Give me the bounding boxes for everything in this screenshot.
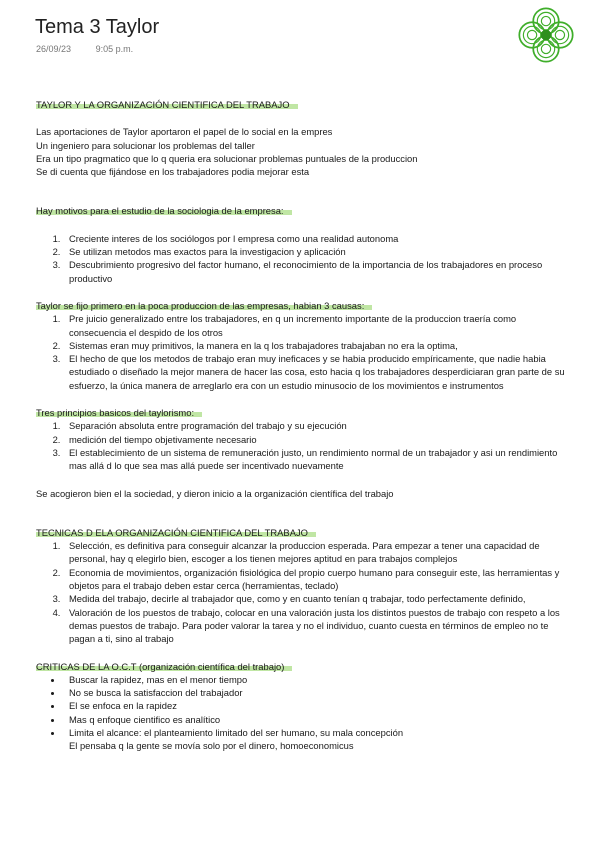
page-time: 9:05 p.m. <box>95 44 134 54</box>
principios-list <box>36 419 576 472</box>
list-item: 3. El hecho de que los metodos de trabajo eran muy ineficaces y se habia producido empíricamente, que nadie habia estudiado o diseñado la mejor manera de hacer las cosa, esto hacia q los trabajadores desperdiciaran gran parte de su esfuerzo, la única manera de arreglarlo era con un estudio minusocio de los movimientos e instrumentos <box>63 352 576 392</box>
list-item: 3. Medida del trabajo, decirle al trabajador que, como y en cuanto tenían q trabajar, todo perfectamente definido, <box>63 592 576 605</box>
causas-list <box>36 312 576 392</box>
section-heading-principios: Tres principios basicos del taylorismo: <box>36 406 576 419</box>
list-item: 1. Creciente interes de los sociólogos por l empresa como una realidad autonoma <box>63 232 576 245</box>
list-item: • El se enfoca en la rapidez <box>63 699 576 712</box>
section-heading-causas: Taylor se fijo primero en la poca produccion de las empresas, habian 3 causas: <box>36 299 576 312</box>
section-heading-tecnicas: TECNICAS D ELA ORGANIZACIÓN CIENTIFICA DEL TRABAJO <box>36 526 576 539</box>
list-item: 1. Selección, es definitiva para conseguir alcanzar la produccion esperada. Para empezar a tener una capacidad de personal, hay q elegirlo bien, escoger a los tienen mejores aptitud en para trabajos complejos <box>63 539 576 566</box>
section-heading-taylor: TAYLOR Y LA ORGANIZACIÓN CIENTIFICA DEL TRABAJO <box>36 98 576 111</box>
text-line: Se di cuenta que fijándose en los trabajadores podia mejorar esta <box>36 166 310 178</box>
list-item: 1. Pre juicio generalizado entre los trabajadores, en q un incremento importante de la produccion traería como consecuencia el despido de los otros <box>63 312 576 339</box>
tecnicas-list <box>36 539 576 645</box>
list-item: • Mas q enfoque cientifico es analítico <box>63 713 576 726</box>
list-item: • Limita el alcance: el planteamiento limitado del ser humano, su mala concepción <box>63 726 576 739</box>
note-content <box>36 98 576 753</box>
page-date: 26/09/23 <box>36 44 72 54</box>
text-line: Un ingeniero para solucionar los problemas del taller <box>36 139 255 151</box>
section-heading-criticas: CRITICAS DE LA O.C.T (organización científica del trabajo) <box>36 660 576 673</box>
list-item: 2. Se utilizan metodos mas exactos para la investigacion y aplicación <box>63 245 576 258</box>
list-item: • No se busca la satisfaccion del trabajador <box>63 686 576 699</box>
section-heading-motivos: Hay motivos para el estudio de la sociologia de la empresa: <box>36 204 576 217</box>
green-clover-logo-icon <box>517 6 575 64</box>
motivos-list <box>36 232 576 285</box>
list-item: 2. Sistemas eran muy primitivos, la manera en la q los trabajadores trabajaban no era la optima, <box>63 339 576 352</box>
text-line: Se acogieron bien el la sociedad, y dieron inicio a la organización científica del trabajo <box>36 487 394 499</box>
list-item: • Buscar la rapidez, mas en el menor tiempo <box>63 673 576 686</box>
text-line: El pensaba q la gente se movía solo por el dinero, homoeconomicus <box>69 740 354 752</box>
list-item: 3. Descubrimiento progresivo del factor humano, el reconocimiento de la importancia de los trabajadores en proceso productivo <box>63 258 576 285</box>
list-item: 2. medición del tiempo objetivamente necesario <box>63 433 576 446</box>
text-line: Era un tipo pragmatico que lo q queria era solucionar problemas puntuales de la produccion <box>36 152 418 164</box>
page-timestamp <box>36 44 155 54</box>
list-item: 1. Separación absoluta entre programación del trabajo y su ejecución <box>63 419 576 432</box>
list-item: 3. El establecimiento de un sistema de remuneración justo, un rendimiento normal de un trabajador y asi un rendimiento mas allá d lo que sea mas allá puede ser incentivado nuevamente <box>63 446 576 473</box>
text-line: Las aportaciones de Taylor aportaron el papel de lo social en la empres <box>36 126 333 138</box>
criticas-list <box>36 673 576 739</box>
page-title: Tema 3 Taylor <box>35 16 160 38</box>
list-item: 2. Economia de movimientos, organización fisiológica del propio cuerpo humano para conseguir este, las herramientas y objetos para el trabajo deben estar cerca (herramientas, teclado) <box>63 566 576 593</box>
list-item: 4. Valoración de los puestos de trabajo, colocar en una valoración justa los distintos puestos de trabajo con respeto a los demas puestos de trabajo. Para poder valorar la tarea y no el individuo, cuanto cuesta en términos de empleo no te pagan a ti, sino al trabajo <box>63 606 576 646</box>
